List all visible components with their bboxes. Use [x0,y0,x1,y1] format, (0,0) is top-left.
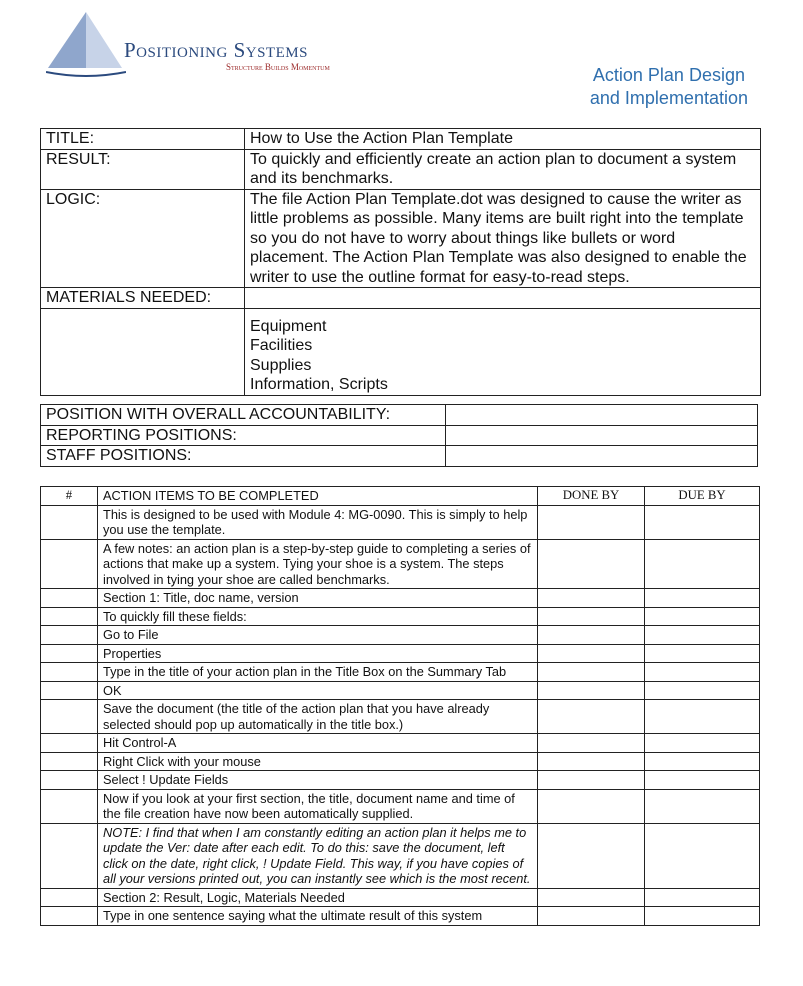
due-by-cell [645,823,760,888]
title-row [41,129,761,150]
number-column-header: # [41,487,98,506]
action-item-text: OK [98,681,538,700]
table-row [41,681,760,700]
result-label: RESULT: [41,149,245,189]
material-item: Facilities [250,337,313,354]
done-by-cell [538,663,645,682]
materials-blank-cell [41,308,245,395]
result-value: To quickly and efficiently create an action plan to document a system and its benchmarks. [245,149,761,189]
table-row [41,700,760,734]
action-item-text: Go to File [98,626,538,645]
action-item-text: Now if you look at your first section, the title, document name and time of the file creation have now been automatically supplied. [98,789,538,823]
row-number-cell [41,734,98,753]
row-number-cell [41,823,98,888]
reporting-positions-label: REPORTING POSITIONS: [41,425,446,446]
row-number-cell [41,907,98,926]
table-row [41,505,760,539]
materials-list-row [41,308,761,395]
due-by-cell [645,734,760,753]
reporting-positions-value [446,425,758,446]
table-row [41,644,760,663]
due-by-cell [645,626,760,645]
materials-header-blank [245,288,761,309]
due-by-cell [645,888,760,907]
action-items-column-header: ACTION ITEMS TO BE COMPLETED [98,487,538,506]
overall-position-label: POSITION WITH OVERALL ACCOUNTABILITY: [41,405,446,426]
materials-label: MATERIALS NEEDED: [41,288,245,309]
due-by-cell [645,644,760,663]
overall-position-row [41,405,758,426]
row-number-cell [41,539,98,589]
done-by-cell [538,789,645,823]
company-logo [46,10,376,85]
material-item: Supplies [250,356,312,374]
table-row [41,626,760,645]
done-by-cell [538,589,645,608]
row-number-cell [41,700,98,734]
result-row [41,149,761,189]
material-item: Information, Scripts [250,376,388,393]
document-title-line-2: and Implementation [589,88,748,108]
due-by-cell [645,589,760,608]
action-item-text: Section 2: Result, Logic, Materials Needed [98,888,538,907]
due-by-cell [645,700,760,734]
done-by-cell [538,700,645,734]
action-items-table [40,486,760,926]
materials-header-row [41,288,761,309]
due-by-cell [645,607,760,626]
due-by-cell [645,752,760,771]
done-by-cell [538,681,645,700]
logo-tagline: Structure Builds Momentum [226,62,330,72]
due-by-cell [645,681,760,700]
action-item-text: Type in one sentence saying what the ultimate result of this system [98,907,538,926]
action-items-header-row [41,487,760,506]
done-by-column-header: DONE BY [538,487,645,506]
table-row [41,539,760,589]
done-by-cell [538,907,645,926]
action-item-text: Properties [98,644,538,663]
row-number-cell [41,752,98,771]
table-row [41,888,760,907]
done-by-cell [538,644,645,663]
action-item-text: Type in the title of your action plan in the Title Box on the Summary Tab [98,663,538,682]
document-title [590,64,748,110]
row-number-cell [41,607,98,626]
due-by-cell [645,789,760,823]
row-number-cell [41,626,98,645]
due-by-cell [645,505,760,539]
done-by-cell [538,888,645,907]
action-item-text: Hit Control-A [98,734,538,753]
row-number-cell [41,789,98,823]
row-number-cell [41,644,98,663]
action-item-text: Right Click with your mouse [98,752,538,771]
done-by-cell [538,505,645,539]
done-by-cell [538,734,645,753]
row-number-cell [41,888,98,907]
table-row [41,589,760,608]
materials-list [245,308,761,395]
logic-row [41,189,761,288]
due-by-cell [645,771,760,790]
table-row [41,771,760,790]
done-by-cell [538,626,645,645]
action-item-text: A few notes: an action plan is a step-by-step guide to completing a series of actions that make up a system. Tying your shoe is a system. The steps involved in tying your shoe are called benchmarks. [98,539,538,589]
row-number-cell [41,505,98,539]
logic-label: LOGIC: [41,189,245,288]
action-item-note-text: NOTE: I find that when I am constantly editing an action plan it helps me to update the Ver: date after each edit. To do this: save the document, left click on the date, right click, ! Update Field. This way, if you have copies of all your versions printed out, you can instantly see which is the most recent. [98,823,538,888]
action-item-text: Select ! Update Fields [98,771,538,790]
done-by-cell [538,752,645,771]
done-by-cell [538,771,645,790]
title-value: How to Use the Action Plan Template [245,129,761,150]
table-row [41,607,760,626]
table-row [41,752,760,771]
logic-value: The file Action Plan Template.dot was designed to cause the writer as little problems as possible. Many items are built right into the template so you do not have to worry about things like bullets or word placement. The Action Plan Template was also designed to enable the writer to use the outline format for easy-to-read steps. [245,189,761,288]
plan-info-table [40,128,761,396]
logo-company-name: Positioning Systems [124,38,308,62]
action-item-text: To quickly fill these fields: [98,607,538,626]
sail-logo-icon [46,10,126,82]
row-number-cell [41,681,98,700]
table-row [41,663,760,682]
positions-table [40,404,758,467]
done-by-cell [538,607,645,626]
document-title-line-1: Action Plan Design [592,65,745,85]
staff-positions-row [41,446,758,467]
table-row [41,907,760,926]
action-item-text: Save the document (the title of the action plan that you have already selected should pop up automatically in the title box.) [98,700,538,734]
material-item: Equipment [250,317,327,335]
row-number-cell [41,771,98,790]
due-by-cell [645,663,760,682]
row-number-cell [41,663,98,682]
staff-positions-value [446,446,758,467]
table-row [41,823,760,888]
staff-positions-label: STAFF POSITIONS: [41,446,446,467]
done-by-cell [538,823,645,888]
table-row [41,789,760,823]
action-item-text: Section 1: Title, doc name, version [98,589,538,608]
due-by-column-header: DUE BY [645,487,760,506]
due-by-cell [645,907,760,926]
title-label: TITLE: [41,129,245,150]
due-by-cell [645,539,760,589]
overall-position-value [446,405,758,426]
table-row [41,734,760,753]
row-number-cell [41,589,98,608]
action-item-text: This is designed to be used with Module 4: MG-0090. This is simply to help you use the template. [98,505,538,539]
done-by-cell [538,539,645,589]
reporting-positions-row [41,425,758,446]
